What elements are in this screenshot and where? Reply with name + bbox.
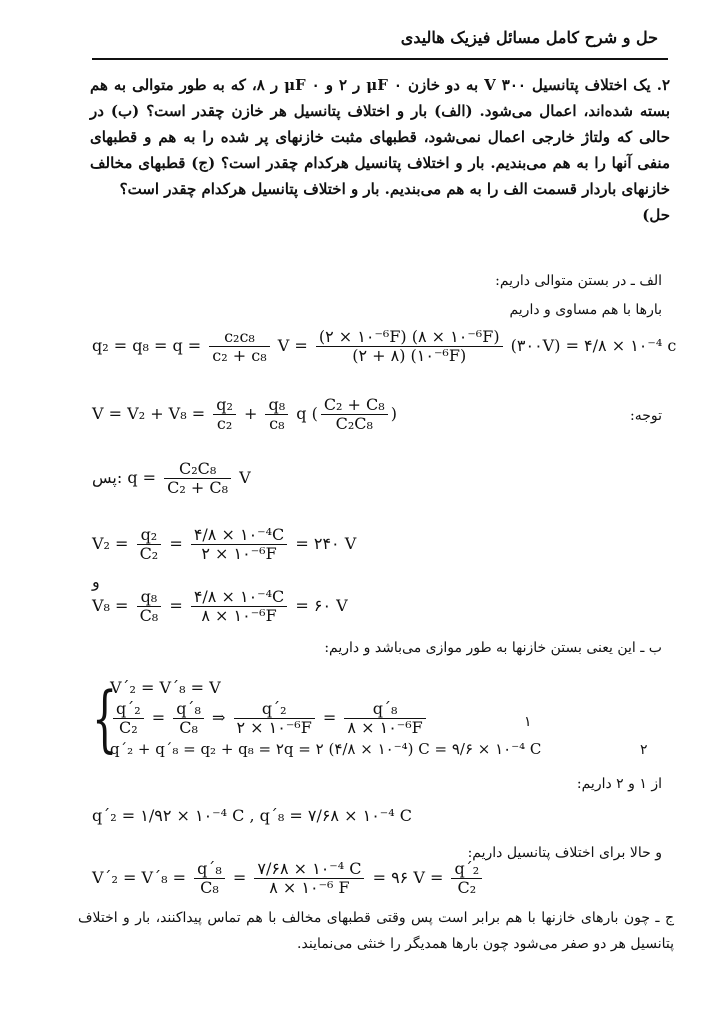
- eq1-frac2: $\frac{\text{(۲ × ۱۰⁻⁶F) (۸ × ۱۰⁻⁶F)}}{\text{(۲ + ۸) (۱۰⁻⁶F)}}$: [316, 328, 503, 365]
- system-line-1: V´₂ = V´₈ = V: [110, 678, 221, 697]
- from-1-2-label: از ۱ و ۲ داریم:: [576, 776, 662, 792]
- equation-v2: V₂ = $\frac{\text{q₂}}{\text{C₂}}$ = $\frac{\text{۴/۸ × ۱۰⁻⁴C}}{\text{۲ × ۱۰⁻⁶F}}$ = ۲۴۰ V: [92, 525, 357, 563]
- system-line-2: $\frac{\text{q´₂}}{\text{C₂}}$ = $\frac{\text{q´₈}}{\text{C₈}}$ ⇒ $\frac{\text{q´₂}}{\text{۲ × ۱۰⁻⁶F}}$ = $\frac{\text{q´₈}}{\text{۸ × ۱۰⁻⁶F}}$: [110, 700, 429, 737]
- equation-number-1: ۱: [524, 714, 532, 730]
- header-rule: [92, 58, 668, 60]
- equation-number-2: ۲: [640, 742, 648, 758]
- equation-parallel-voltage: V´₂ = V´₈ = $\frac{\text{q´₈}}{\text{C₈}}$ = $\frac{\text{۷/۶۸ × ۱۰⁻⁴ C}}{\text{۸ × ۱۰⁻⁶ F}}$ = ۹۶ V = $\frac{\text{q´₂}}{\text{C₂}}$: [92, 860, 485, 897]
- charge-results: q´₂ = ۱/۹۲ × ۱۰⁻⁴ C , q´₈ = ۷/۶۸ × ۱۰⁻⁴ C: [92, 806, 412, 825]
- system-line-3: q´₂ + q´₈ = q₂ + q₈ = ۲q = ۲ (۴/۸ × ۱۰⁻⁴) C = ۹/۶ × ۱۰⁻⁴ C: [110, 740, 542, 758]
- and-label: و: [92, 572, 100, 591]
- part-a-intro: الف ـ در بستن متوالی داریم:: [495, 273, 662, 289]
- then-label: پس:: [92, 468, 123, 487]
- equation-charge-series: [92, 328, 676, 365]
- equation-voltage-sum: V = V₂ + V₈ = $\frac{\text{q₂}}{\text{c₂}}$ + $\frac{\text{q₈}}{\text{c₈}}$ q ( $\frac{\text{C₂ + C₈}}{\text{C₂C₈}}$ ): [92, 395, 397, 433]
- system-brace: {: [92, 676, 118, 760]
- part-c-text: ج ـ چون بارهای خازنها با هم برابر است پس وقتی قطبهای مخالف با هم تماس پیداکنند، بار و اختلاف پتانسیل هر دو صفر می‌شود چون بارها همدیگر را خنثی می‌نمایند.: [78, 910, 674, 952]
- problem-statement: [90, 72, 670, 228]
- eq1-frac1: $\frac{\text{c₂c₈}}{\text{c₂ + c₈}}$: [209, 328, 269, 365]
- note-label: توجه:: [629, 408, 662, 424]
- part-a-line2: بارها با هم مساوی و داریم: [509, 302, 662, 318]
- problem-text: ۲. یک اختلاف پتانسیل V ۳۰۰ به دو خازن μF ۰ ر ۲ و μF ۰ ر ۸، که به طور متوالی به هم بسته شده‌اند، اعمال می‌شود. (الف) بار و اختلاف پتانسیل هر خازن چقدر است؟ (ب) در حالی که ولتاژ خارجی اعمال نمی‌شود، قطبهای مثبت خازنهای پر شده را به هم و قطبهای منفی آنها را به هم می‌بندیم. بار و اختلاف پتانسیل هرکدام چقدر است؟ (ج) قطبهای مخالف خازنهای باردار قسمت الف را به هم می‌بندیم. بار و اختلاف پتانسیل هرکدام چقدر است؟: [90, 76, 670, 198]
- eq1-left: q₂ = q₈ = q =: [92, 336, 202, 355]
- eq1-right: (۳۰۰V) = ۴/۸ × ۱۰⁻⁴ c: [510, 336, 677, 355]
- running-header: حل و شرح کامل مسائل فیزیک هالیدی: [400, 28, 658, 47]
- equation-q-formula: پس: q = $\frac{\text{C₂C₈}}{\text{C₂ + C₈}}$ V: [92, 459, 251, 497]
- solution-label: حل): [642, 206, 670, 224]
- now-label: و حالا برای اختلاف پتانسیل داریم:: [467, 845, 662, 861]
- equation-v8: V₈ = $\frac{\text{q₈}}{\text{C₈}}$ = $\frac{\text{۴/۸ × ۱۰⁻⁴C}}{\text{۸ × ۱۰⁻⁶F}}$ = ۶۰ V: [92, 587, 348, 625]
- part-b-intro: ب ـ این یعنی بستن خازنها به طور موازی می‌باشد و داریم:: [324, 640, 662, 656]
- eq1-v: V =: [277, 336, 308, 355]
